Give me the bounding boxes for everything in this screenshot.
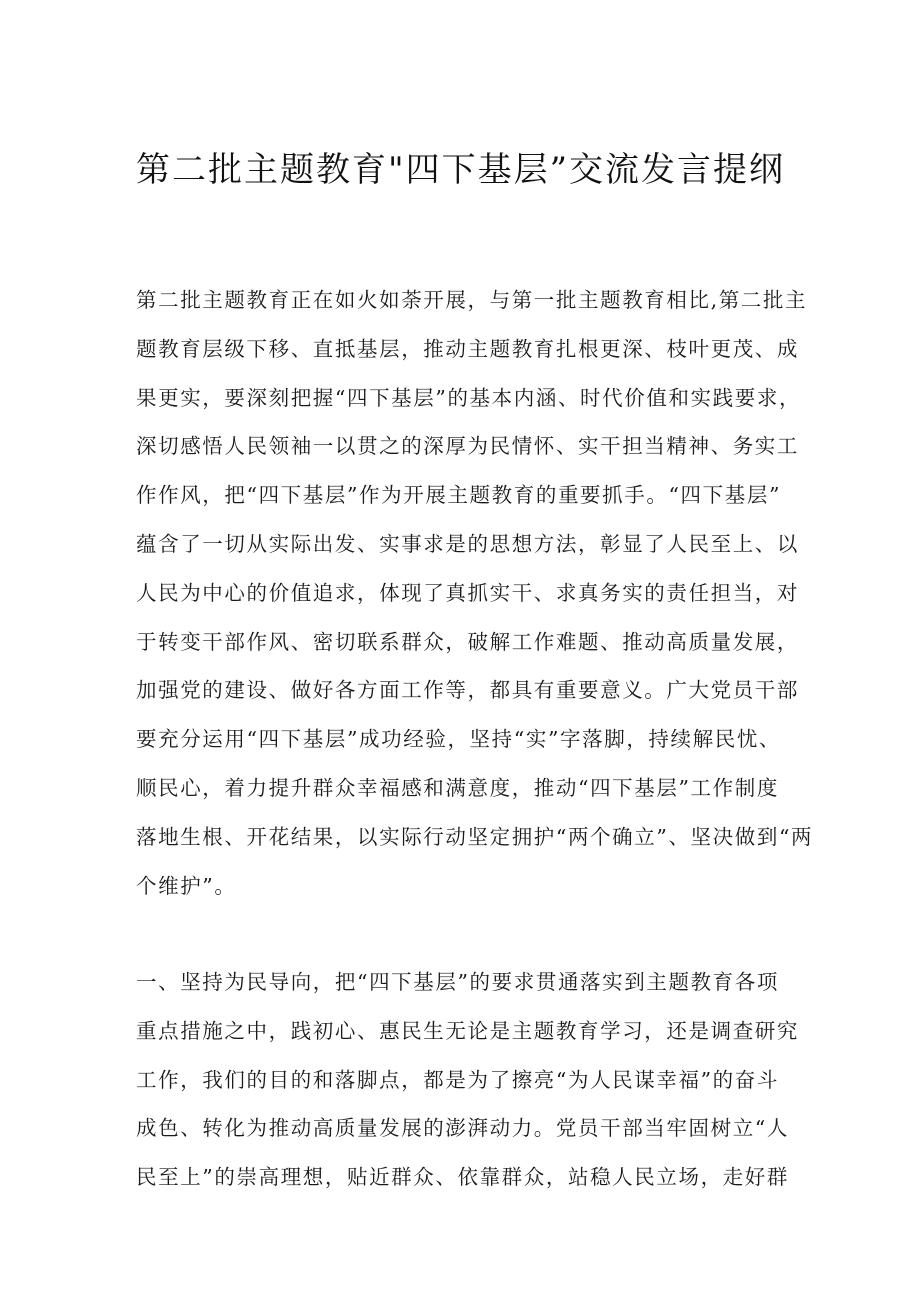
text-line: 第二批主题教育正在如火如荼开展，与第一批主题教育相比,第二批主 [136,288,808,312]
text-line: 成色、转化为推动高质量发展的澎湃动力。党员干部当牢固树立“人 [136,1116,789,1141]
text-line: 民至上”的崇高理想，贴近群众、依靠群众，站稳人民立场，走好群 [136,1165,789,1190]
text-line: 蕴含了一切从实际出发、实事求是的思想方法，彰显了人民至上、以 [136,531,799,556]
document-title: 第二批主题教育"四下基层”交流发言提纲 [136,150,786,190]
body-paragraph-1 [136,276,814,910]
text-line: 作作风，把“四下基层”作为开展主题教育的重要抓手。“四下基层” [136,483,782,508]
text-line: 深切感悟人民领袖一以贯之的深厚为民情怀、实干担当精神、务实工 [136,434,799,459]
text-line: 加强党的建设、做好各方面工作等，都具有重要意义。广大党员干部 [136,678,799,703]
text-line: 题教育层级下移、直抵基层，推动主题教育扎根更深、枝叶更茂、成 [136,336,799,361]
text-line: 工作，我们的目的和落脚点，都是为了擦亮“为人民谋幸福”的奋斗 [136,1067,779,1092]
text-line: 一、坚持为民导向，把“四下基层”的要求贯通落实到主题教育各项 [136,970,779,994]
body-paragraph-2 [136,958,799,1202]
text-line: 个维护”。 [136,873,237,898]
text-line: 要充分运用“四下基层”成功经验，坚持“实”字落脚，持续解民忧、 [136,727,782,752]
text-line: 重点措施之中，践初心、惠民生无论是主题教育学习，还是调查研究 [136,1018,799,1043]
text-line: 果更实，要深刻把握“四下基层”的基本内涵、时代价值和实践要求， [136,385,802,410]
text-line: 人民为中心的价值追求，体现了真抓实干、求真务实的责任担当，对 [136,580,799,605]
text-line: 落地生根、开花结果，以实际行动坚定拥护“两个确立”、坚决做到“两 [136,824,814,849]
text-line: 顺民心，着力提升群众幸福感和满意度，推动“四下基层”工作制度 [136,775,779,800]
text-line: 于转变干部作风、密切联系群众，破解工作难题、推动高质量发展， [136,629,799,654]
